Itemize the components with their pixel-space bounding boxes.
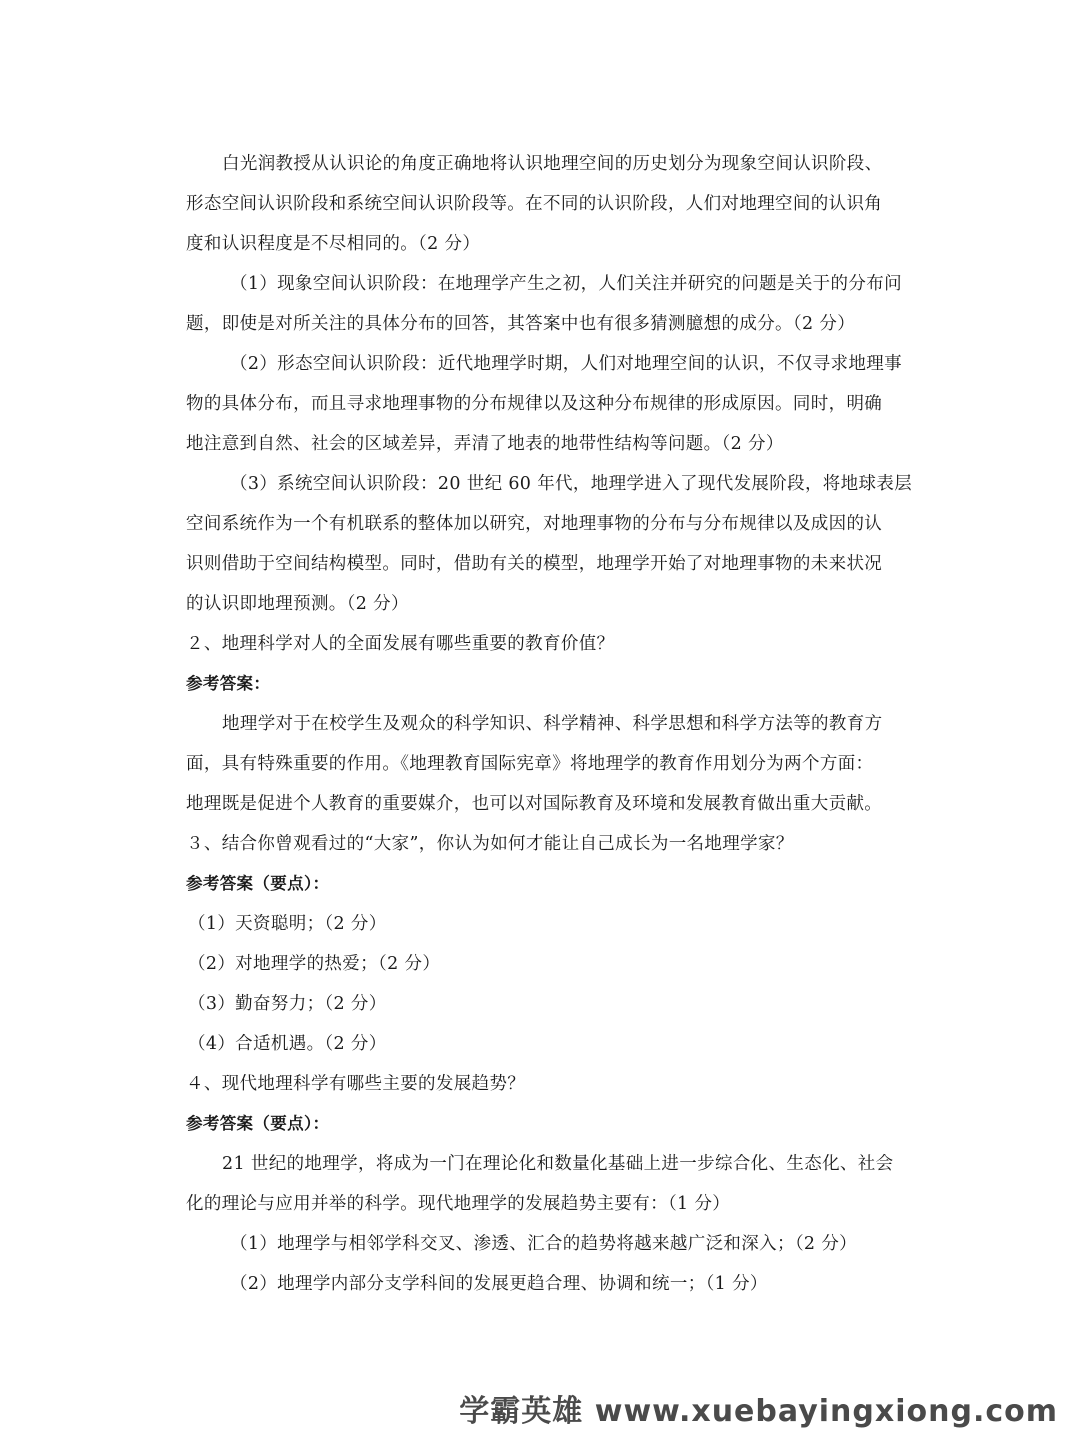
answer-line: 化的理论与应用并举的科学。现代地理学的发展趋势主要有：（1 分） [186, 1194, 731, 1214]
question-4: ４、现代地理科学有哪些主要的发展趋势？ [186, 1074, 526, 1094]
answer-label: 参考答案： [186, 674, 271, 693]
answer-label: 参考答案（要点）： [186, 874, 330, 893]
answer-label: 参考答案（要点）： [186, 1114, 330, 1133]
answer-line: 21 世纪的地理学，将成为一门在理论化和数量化基础上进一步综合化、生态化、社会 [222, 1154, 894, 1174]
answer-item: （2）地理学内部分支学科间的发展更趋合理、协调和统一；（1 分） [230, 1274, 768, 1294]
paragraph-line: （3）系统空间认识阶段：20 世纪 60 年代，地理学进入了现代发展阶段，将地球表层 [230, 474, 913, 494]
paragraph-line: 题，即使是对所关注的具体分布的回答，其答案中也有很多猜测臆想的成分。（2 分） [186, 314, 856, 334]
answer-item: （2）对地理学的热爱；（2 分） [188, 954, 441, 974]
question-3: ３、结合你曾观看过的“大家”，你认为如何才能让自己成长为一名地理学家？ [186, 834, 794, 854]
paragraph-line: 空间系统作为一个有机联系的整体加以研究，对地理事物的分布与分布规律以及成因的认 [186, 514, 883, 534]
question-2: ２、地理科学对人的全面发展有哪些重要的教育价值？ [186, 634, 615, 654]
paragraph-line: 白光润教授从认识论的角度正确地将认识地理空间的历史划分为现象空间认识阶段、 [222, 154, 883, 174]
answer-line: 地理既是促进个人教育的重要媒介，也可以对国际教育及环境和发展教育做出重大贡献。 [186, 794, 883, 814]
site-watermark: 学霸英雄 www.xuebayingxiong.com [459, 1394, 1058, 1429]
paragraph-line: 形态空间认识阶段和系统空间认识阶段等。在不同的认识阶段，人们对地理空间的认识角 [186, 194, 883, 214]
paragraph-line: （2）形态空间认识阶段：近代地理学时期，人们对地理空间的认识，不仅寻求地理事 [230, 354, 902, 374]
paragraph-line: 地注意到自然、社会的区域差异，弄清了地表的地带性结构等问题。（2 分） [186, 434, 784, 454]
answer-line: 地理学对于在校学生及观众的科学知识、科学精神、科学思想和科学方法等的教育方 [222, 714, 883, 734]
answer-item: （3）勤奋努力；（2 分） [188, 994, 387, 1014]
paragraph-line: 物的具体分布，而且寻求地理事物的分布规律以及这种分布规律的形成原因。同时，明确 [186, 394, 883, 414]
paragraph-line: （1）现象空间认识阶段：在地理学产生之初，人们关注并研究的问题是关于的分布问 [230, 274, 902, 294]
answer-line: 面，具有特殊重要的作用。《地理教育国际宪章》将地理学的教育作用划分为两个方面： [186, 754, 874, 774]
paragraph-line: 度和认识程度是不尽相同的。（2 分） [186, 234, 481, 254]
document-body [186, 144, 913, 1304]
paragraph-line: 的认识即地理预测。（2 分） [186, 594, 409, 614]
answer-item: （4）合适机遇。（2 分） [188, 1034, 387, 1054]
answer-item: （1）天资聪明；（2 分） [188, 914, 387, 934]
paragraph-line: 识则借助于空间结构模型。同时，借助有关的模型，地理学开始了对地理事物的未来状况 [186, 554, 883, 574]
answer-item: （1）地理学与相邻学科交叉、渗透、汇合的趋势将越来越广泛和深入；（2 分） [230, 1234, 858, 1254]
